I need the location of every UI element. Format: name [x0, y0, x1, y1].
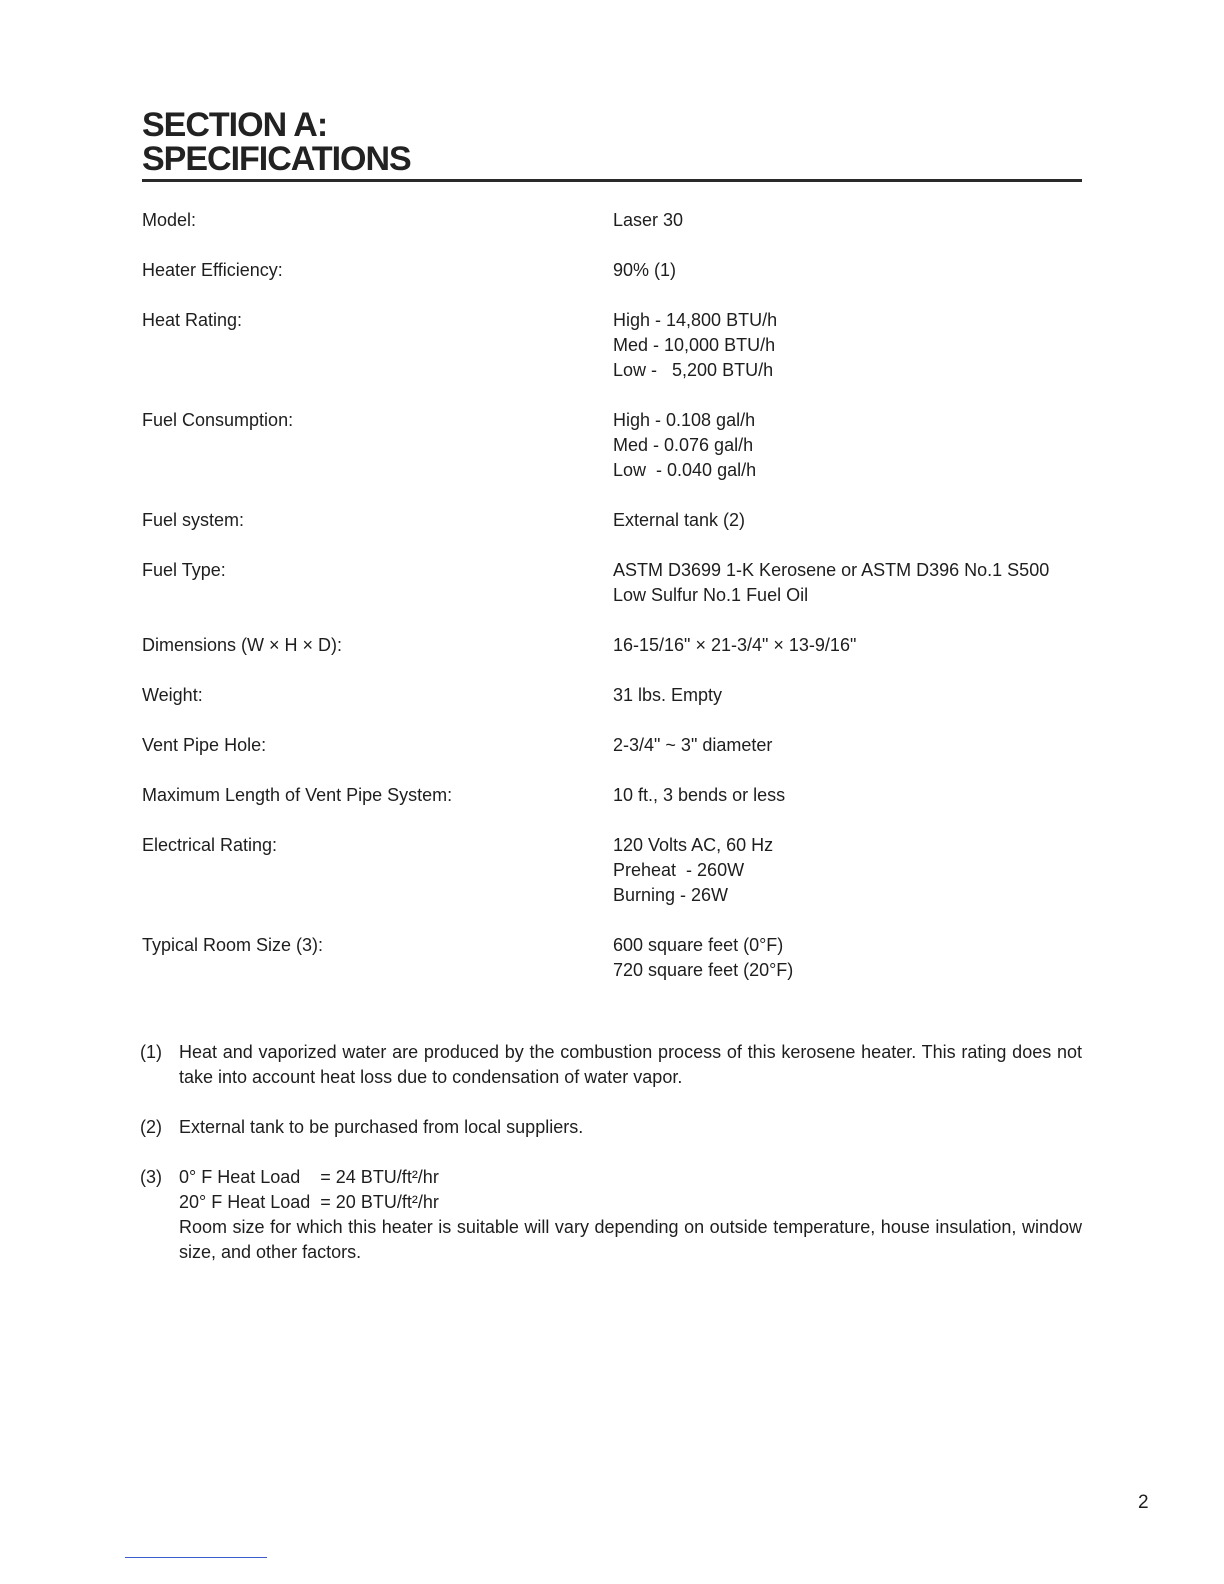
heading-rule [142, 179, 1082, 182]
spec-row [142, 633, 1082, 658]
spec-value [613, 508, 1082, 533]
section-title-line2: SPECIFICATIONS [142, 140, 411, 178]
spec-value-line: Med - 0.076 gal/h [613, 435, 754, 455]
spec-label: Vent Pipe Hole: [142, 735, 267, 755]
spec-row [142, 933, 1082, 983]
spec-value [613, 258, 1082, 283]
spec-value-line: Preheat - 260W [613, 860, 745, 880]
spec-row [142, 558, 1082, 608]
spec-value [613, 683, 1082, 708]
spec-value [613, 633, 1082, 658]
spec-row [142, 833, 1082, 908]
spec-label: Fuel Type: [142, 560, 226, 580]
spec-row [142, 408, 1082, 483]
footnote-body [179, 1165, 1082, 1265]
footnote-text: Heat and vaporized water are produced by the combustion process of this kerosene heater. This rating does not take into account heat loss due to condensation of water vapor. [179, 1042, 1082, 1087]
spec-value [613, 733, 1082, 758]
footnote-3 [140, 1165, 1082, 1265]
spec-value [613, 308, 1082, 383]
spec-label: Heat Rating: [142, 310, 243, 330]
spec-label: Maximum Length of Vent Pipe System: [142, 785, 453, 805]
spec-value-line: 10 ft., 3 bends or less [613, 785, 786, 805]
footnote-number: (1) [140, 1042, 162, 1062]
spec-label: Heater Efficiency: [142, 260, 283, 280]
footnote-number: (2) [140, 1117, 162, 1137]
spec-value-line: 31 lbs. Empty [613, 685, 723, 705]
footnotes [140, 1040, 1082, 1290]
spec-value [613, 208, 1082, 233]
specifications-table [142, 208, 1082, 1008]
spec-value [613, 833, 1082, 908]
footnote-text: External tank to be purchased from local suppliers. [179, 1117, 584, 1137]
spec-value-line: Burning - 26W [613, 885, 729, 905]
spec-value-line: Low - 5,200 BTU/h [613, 360, 774, 380]
heat-load-0f: 0° F Heat Load = 24 BTU/ft²/hr [179, 1167, 439, 1187]
spec-value-line: High - 0.108 gal/h [613, 410, 756, 430]
page-number: 2 [1138, 1492, 1149, 1513]
spec-label: Model: [142, 210, 197, 230]
spec-value [613, 558, 1082, 608]
spec-label: Fuel Consumption: [142, 410, 294, 430]
footer-link-underline [125, 1557, 267, 1558]
footnote-text: Room size for which this heater is suitable will vary depending on outside temperature, house insulation, window size, and other factors. [179, 1217, 1082, 1262]
spec-value-line: 90% (1) [613, 260, 677, 280]
spec-value-line: Laser 30 [613, 210, 684, 230]
spec-row [142, 258, 1082, 283]
spec-value-line: 720 square feet (20°F) [613, 960, 794, 980]
spec-value-line: Low Sulfur No.1 Fuel Oil [613, 585, 809, 605]
heat-load-20f: 20° F Heat Load = 20 BTU/ft²/hr [179, 1192, 439, 1212]
spec-row [142, 733, 1082, 758]
footnote-2 [140, 1115, 1082, 1140]
spec-label: Weight: [142, 685, 203, 705]
spec-value-line: Low - 0.040 gal/h [613, 460, 757, 480]
spec-label: Typical Room Size (3): [142, 935, 324, 955]
spec-row [142, 208, 1082, 233]
spec-value [613, 783, 1082, 808]
spec-value-line: External tank (2) [613, 510, 746, 530]
section-heading [142, 108, 411, 176]
spec-value-line: 16-15/16" × 21-3/4" × 13-9/16" [613, 635, 857, 655]
spec-value-line: 2-3/4" ~ 3" diameter [613, 735, 773, 755]
spec-value-line: 600 square feet (0°F) [613, 935, 784, 955]
spec-row [142, 508, 1082, 533]
spec-label: Fuel system: [142, 510, 245, 530]
spec-row [142, 308, 1082, 383]
spec-value-line: High - 14,800 BTU/h [613, 310, 778, 330]
spec-value-line: 120 Volts AC, 60 Hz [613, 835, 774, 855]
spec-row [142, 783, 1082, 808]
spec-label: Electrical Rating: [142, 835, 278, 855]
spec-value-line: ASTM D3699 1-K Kerosene or ASTM D396 No.1 S500 [613, 560, 1050, 580]
spec-value [613, 408, 1082, 483]
spec-row [142, 683, 1082, 708]
footnote-1 [140, 1040, 1082, 1090]
spec-value-line: Med - 10,000 BTU/h [613, 335, 776, 355]
footnote-number: (3) [140, 1167, 162, 1187]
spec-label: Dimensions (W × H × D): [142, 635, 343, 655]
section-title-line1: SECTION A: [142, 106, 328, 144]
spec-value [613, 933, 1082, 983]
